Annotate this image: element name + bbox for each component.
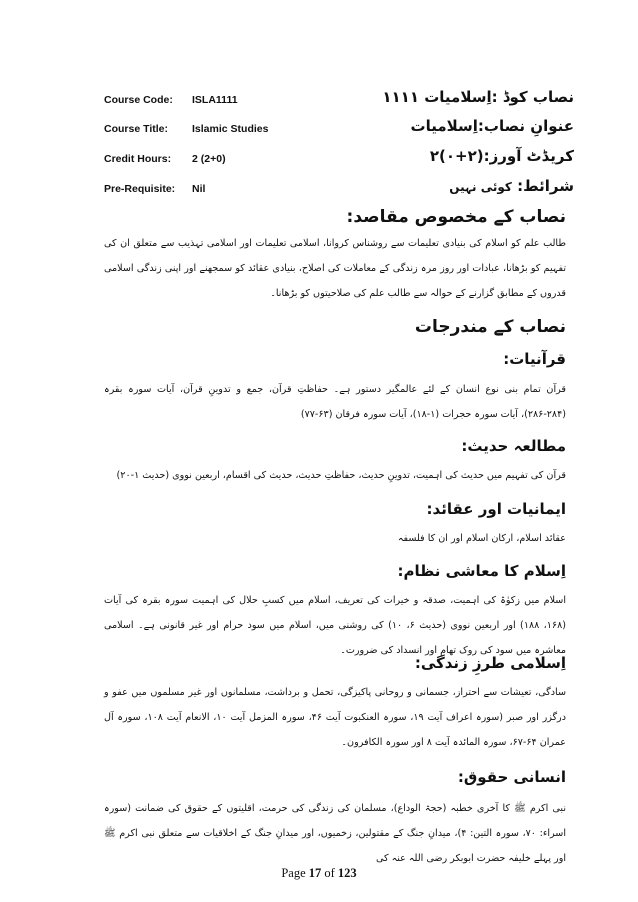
lifestyle-paragraph: سادگی، تعیشات سے احتراز، جسمانی و روحانی پاکیزگی، تحمل و برداشت، مسلمانوں اور غیر مسلموں میں عفو و درگزر اور صبر (سورہ اعراف آیت ۱۹، سورہ العنکبوت آیت ۴۶، سورہ المزمل آیت ۱۰، الانعام آیت ۱۰۸، سورہ آل عمران ۶۴-۶۷، سورہ المائدہ آیت ۸ اور سورہ الکافرون۔ <box>104 687 566 748</box>
human-rights-heading: انسانی حقوق: <box>457 768 566 786</box>
course-title-value: Islamic Studies <box>192 123 269 135</box>
footer-page-word: Page <box>281 866 306 880</box>
credit-hours-row <box>104 147 574 177</box>
credit-hours-label: Credit Hours: <box>104 153 172 165</box>
objectives-heading: نصاب کے مخصوص مقاصد: <box>346 207 566 227</box>
quran-paragraph: قرآن تمام بنی نوع انسان کے لئے عالمگیر دستور ہے۔ حفاظتِ قرآن، جمع و تدوینِ قرآن، آیات سورہ بقرہ (۲۸۴-۲۸۶)، آیات سورہ حجرات (۱-۱۸)، آیات سورہ فرقان (۶۳-۷۷) <box>104 384 566 420</box>
course-code-label: Course Code: <box>104 94 173 106</box>
contents-heading: نصاب کے مندرجات <box>414 317 566 337</box>
course-title-label: Course Title: <box>104 123 168 135</box>
beliefs-paragraph: عقائد اسلام، ارکان اسلام اور ان کا فلسفہ <box>397 533 566 544</box>
course-code-row <box>104 88 574 118</box>
footer-total-pages: 123 <box>337 866 357 880</box>
prerequisite-row <box>104 177 574 207</box>
footer-of-word: of <box>324 866 335 880</box>
credit-hours-value: 2 (2+0) <box>192 153 226 165</box>
course-code-urdu: نصاب کوڈ :اِسلامیات ۱۱۱۱ <box>382 88 574 106</box>
prerequisite-label: Pre-Requisite: <box>104 183 176 195</box>
lifestyle-heading: اِسلامی طرزِ زندگی: <box>414 654 566 672</box>
course-title-urdu: عنوانِ نصاب:اِسلامیات <box>410 117 574 135</box>
hadith-paragraph: قرآن کی تفہیم میں حدیث کی اہمیت، تدوینِ حدیث، حفاظتِ حدیث، حدیث کی اقسام، اربعین نووی (حدیث ۱-۲۰) <box>116 470 566 481</box>
objectives-paragraph: طالب علم کو اسلام کی بنیادی تعلیمات سے روشناس کروانا، اسلامی تعلیمات اور اسلامی تہذیب سے متعلق ان کی تفہیم کو بڑھانا، عبادات اور روز مرہ زندگی کے معاملات کی اصلاح، بنیادی عقائد کو سمجھنے اور اپنی زندگی اسلامی قدروں کے مطابق گزارنے کے حوالہ سے طالب علم کی صلاحیتوں کو بڑھانا۔ <box>104 238 566 299</box>
economy-paragraph: اسلام میں زکوٰۃ کی اہمیت، صدقہ و خیرات کی تعریف، اسلام میں کسبِ حلال کی اہمیت سورہ بقرہ کی آیات (۱۶۸، ۱۸۸) اور اربعین نووی (حدیث ۶، ۱۰) کی روشنی میں، اسلام میں سود حرام اور غیر قانونی ہے۔ اسلامی معاشرہ میں سود کی روک تھام اور انسداد کی ضرورت۔ <box>104 595 566 656</box>
prerequisite-urdu-label: شرائط: <box>517 177 574 195</box>
hadith-heading: مطالعہ حدیث: <box>461 437 566 455</box>
page-footer <box>0 866 638 881</box>
beliefs-heading: ایمانیات اور عقائد: <box>426 500 566 518</box>
course-title-row <box>104 117 574 147</box>
course-code-value: ISLA1111 <box>192 94 238 106</box>
quran-heading: قرآنیات: <box>503 350 566 368</box>
credit-hours-urdu: کریڈٹ آورز:(۲+۰)۲ <box>429 147 574 165</box>
economy-heading: اِسلام کا معاشی نظام: <box>397 562 566 580</box>
prerequisite-urdu-value: کوئی نہیں <box>449 180 512 194</box>
prerequisite-urdu <box>449 177 574 195</box>
footer-page-number: 17 <box>308 866 322 880</box>
prerequisite-value: Nil <box>192 183 206 195</box>
human-rights-paragraph: نبی اکرم ﷺ کا آخری خطبہ (حجۃ الوداع)، مسلمان کی زندگی کی حرمت، اقلیتوں کے حقوق کی ضمانت (سورہ اسراء: ۷۰، سورہ التین: ۴)، میدانِ جنگ کے مقتولین، زخمیوں، اور میدانِ جنگ کے اخلاقیات سے متعلق نبی اکرم ﷺ اور پہلے خلیفہ حضرت ابوبکر رضی اللہ عنہ کی <box>104 803 566 864</box>
